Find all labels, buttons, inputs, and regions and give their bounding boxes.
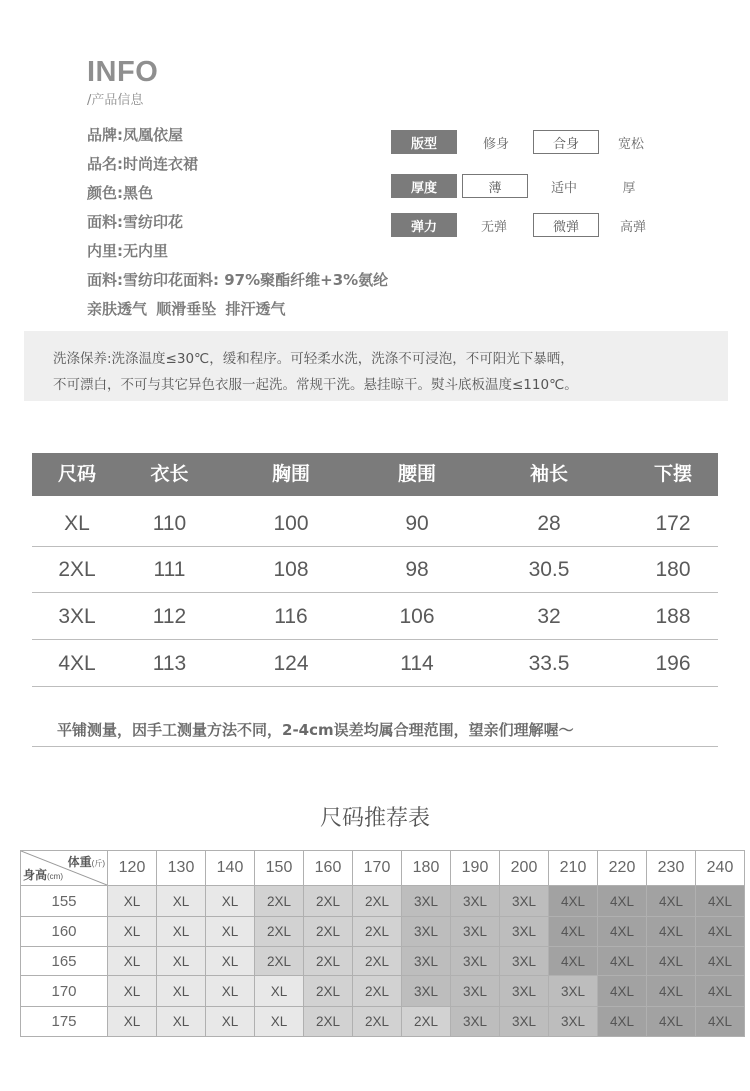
attr-product-name: 品名:时尚连衣裙 [87,155,198,173]
height-cell: 155 [21,886,108,917]
recommend-size-cell: 4XL [647,1007,696,1037]
recommend-size-cell: XL [255,976,304,1007]
weight-header-cell: 150 [255,851,304,886]
weight-header-cell: 200 [500,851,549,886]
size-header-length: 衣长 [150,463,189,485]
option-thickness-thick: 厚 [622,180,636,196]
recommend-size-cell: XL [206,947,255,976]
size-cell: 112 [152,605,187,628]
weight-header-cell: 120 [108,851,157,886]
attr-fabric-composition: 面料:雪纺印花面料: 97%聚酯纤维+3%氨纶 [87,271,389,289]
weight-header-cell: 180 [402,851,451,886]
recommend-size-cell: 4XL [647,976,696,1007]
recommend-size-cell: 2XL [353,947,402,976]
info-title: INFO [87,56,159,88]
recommend-size-cell: XL [108,917,157,947]
option-label-fit: 版型 [391,130,457,154]
size-header-bust: 胸围 [271,463,310,485]
option-label-stretch: 弹力 [391,213,457,237]
recommend-size-cell: 3XL [549,1007,598,1037]
weight-header-cell: 220 [598,851,647,886]
recommend-row [21,947,745,976]
attr-fabric: 面料:雪纺印花 [87,213,183,231]
size-cell: 28 [537,512,561,535]
option-fit-loose: 宽松 [617,136,644,152]
option-fit-regular-selected: 合身 [533,130,599,154]
recommend-size-cell: 4XL [598,976,647,1007]
recommend-size-cell: 3XL [451,886,500,917]
attr-color: 颜色:黑色 [87,184,153,202]
recommend-size-cell: 4XL [696,917,745,947]
note-divider [32,746,718,747]
recommend-size-cell: 2XL [255,917,304,947]
recommend-size-cell: 4XL [647,917,696,947]
recommend-size-cell: 2XL [353,886,402,917]
size-cell: 196 [655,652,691,675]
size-cell: 3XL [58,605,96,628]
recommend-size-cell: XL [157,917,206,947]
recommend-size-cell: 3XL [402,976,451,1007]
recommend-size-cell: 3XL [402,917,451,947]
size-table-row [32,546,718,593]
recommend-size-cell: 4XL [647,886,696,917]
wash-care-line-1: 洗涤保养:洗涤温度≤30℃，缓和程序。可轻柔水洗，洗涤不可浸泡，不可阳光下暴晒， [53,351,574,367]
size-cell: XL [64,512,90,535]
weight-header-cell: 240 [696,851,745,886]
recommend-size-cell: 4XL [696,886,745,917]
recommend-size-cell: 4XL [598,917,647,947]
recommend-size-cell: XL [157,947,206,976]
weight-header-row [21,851,745,886]
recommend-size-cell: 3XL [500,917,549,947]
corner-cell [21,851,108,886]
option-fit-slim: 修身 [482,136,509,152]
recommend-size-cell: 2XL [304,1007,353,1037]
size-cell: 33.5 [528,652,570,675]
recommend-row [21,1007,745,1037]
recommend-title: 尺码推荐表 [319,806,430,831]
weight-header-cell: 190 [451,851,500,886]
recommend-body [21,886,745,1037]
size-cell: 172 [655,512,691,535]
recommend-size-cell: 3XL [500,1007,549,1037]
size-cell: 90 [405,512,429,535]
recommend-size-cell: 2XL [304,917,353,947]
recommend-size-cell: XL [206,917,255,947]
recommend-size-cell: 2XL [353,1007,402,1037]
recommend-size-cell: XL [157,886,206,917]
recommend-size-cell: 2XL [402,1007,451,1037]
size-cell: 116 [274,605,308,628]
recommend-row [21,976,745,1007]
recommend-size-cell: 3XL [402,886,451,917]
size-table-row [32,640,718,687]
option-thickness-medium: 适中 [550,180,577,196]
recommend-size-cell: 4XL [549,886,598,917]
recommend-size-cell: XL [206,976,255,1007]
recommend-size-cell: 4XL [598,947,647,976]
attr-features: 亲肤透气 顺滑垂坠 排汗透气 [87,300,286,318]
wash-care-panel [24,331,728,401]
info-subtitle: /产品信息 [87,93,144,108]
recommend-size-cell: 4XL [549,947,598,976]
recommend-size-cell: 4XL [549,917,598,947]
recommend-size-cell: XL [108,947,157,976]
size-cell: 124 [273,652,309,675]
recommend-size-cell: 2XL [304,976,353,1007]
recommend-size-cell: 4XL [696,947,745,976]
size-cell: 180 [655,558,691,581]
recommend-size-cell: XL [108,976,157,1007]
size-table-header [32,453,718,496]
size-cell: 100 [273,512,309,535]
recommend-size-cell: XL [206,1007,255,1037]
weight-header-cell: 230 [647,851,696,886]
recommend-size-cell: 4XL [647,947,696,976]
attr-brand: 品牌:凤凰依屋 [87,126,183,144]
height-cell: 175 [21,1007,108,1037]
size-cell: 113 [152,652,187,675]
weight-header-cell: 160 [304,851,353,886]
recommend-size-cell: XL [108,1007,157,1037]
recommend-size-cell: 3XL [500,947,549,976]
option-thickness-thin-selected: 薄 [462,174,528,198]
recommend-row [21,917,745,947]
recommend-size-cell: 3XL [451,917,500,947]
weight-header-cell: 210 [549,851,598,886]
recommend-size-cell: 2XL [304,947,353,976]
recommend-size-cell: 4XL [598,1007,647,1037]
recommend-size-cell: XL [157,976,206,1007]
option-stretch-none: 无弹 [480,219,507,235]
height-cell: 170 [21,976,108,1007]
size-cell: 110 [152,512,187,535]
recommend-size-cell: 3XL [451,947,500,976]
recommend-size-cell: 3XL [500,976,549,1007]
recommend-size-cell: XL [108,886,157,917]
recommend-size-cell: 2XL [255,886,304,917]
weight-header-cell: 170 [353,851,402,886]
size-cell: 98 [405,558,429,581]
size-cell: 4XL [58,652,96,675]
size-cell: 2XL [58,558,96,581]
recommend-size-cell: 4XL [598,886,647,917]
height-label: 身高(cm) [23,868,64,882]
recommend-size-cell: 3XL [451,1007,500,1037]
option-label-thickness: 厚度 [391,174,457,198]
height-cell: 160 [21,917,108,947]
size-header-sleeve: 袖长 [529,463,568,485]
recommend-size-cell: XL [206,886,255,917]
height-cell: 165 [21,947,108,976]
option-stretch-high: 高弹 [619,219,646,235]
size-recommend-table [20,850,745,1037]
recommend-size-cell: 3XL [402,947,451,976]
recommend-size-cell: 2XL [255,947,304,976]
size-cell: 30.5 [528,558,570,581]
size-table-row [32,500,718,547]
weight-header-cell: 130 [157,851,206,886]
option-stretch-slight-selected: 微弹 [533,213,599,237]
size-cell: 111 [153,558,186,581]
recommend-size-cell: XL [157,1007,206,1037]
recommend-size-cell: 4XL [696,976,745,1007]
recommend-size-cell: 2XL [353,917,402,947]
attr-lining: 内里:无内里 [87,242,168,260]
size-header-size: 尺码 [57,463,96,485]
recommend-size-cell: 2XL [304,886,353,917]
measurement-note: 平铺测量，因手工测量方法不同，2-4cm误差均属合理范围，望亲们理解喔～ [57,721,574,739]
recommend-row [21,886,745,917]
recommend-size-cell: 2XL [353,976,402,1007]
size-cell: 108 [273,558,309,581]
recommend-size-cell: 4XL [696,1007,745,1037]
size-cell: 188 [655,605,691,628]
recommend-size-cell: 3XL [500,886,549,917]
size-cell: 32 [537,605,561,628]
size-header-hem: 下摆 [653,463,692,485]
recommend-size-cell: XL [255,1007,304,1037]
recommend-size-cell: 3XL [549,976,598,1007]
size-header-waist: 腰围 [397,463,436,485]
size-cell: 114 [400,652,434,675]
recommend-size-cell: 3XL [451,976,500,1007]
size-table-row [32,593,718,640]
wash-care-line-2: 不可漂白，不可与其它异色衣服一起洗。常规干洗。悬挂晾干。熨斗底板温度≤110℃。 [53,377,578,393]
size-cell: 106 [399,605,435,628]
weight-label: 体重(斤) [67,855,105,869]
weight-header-cell: 140 [206,851,255,886]
